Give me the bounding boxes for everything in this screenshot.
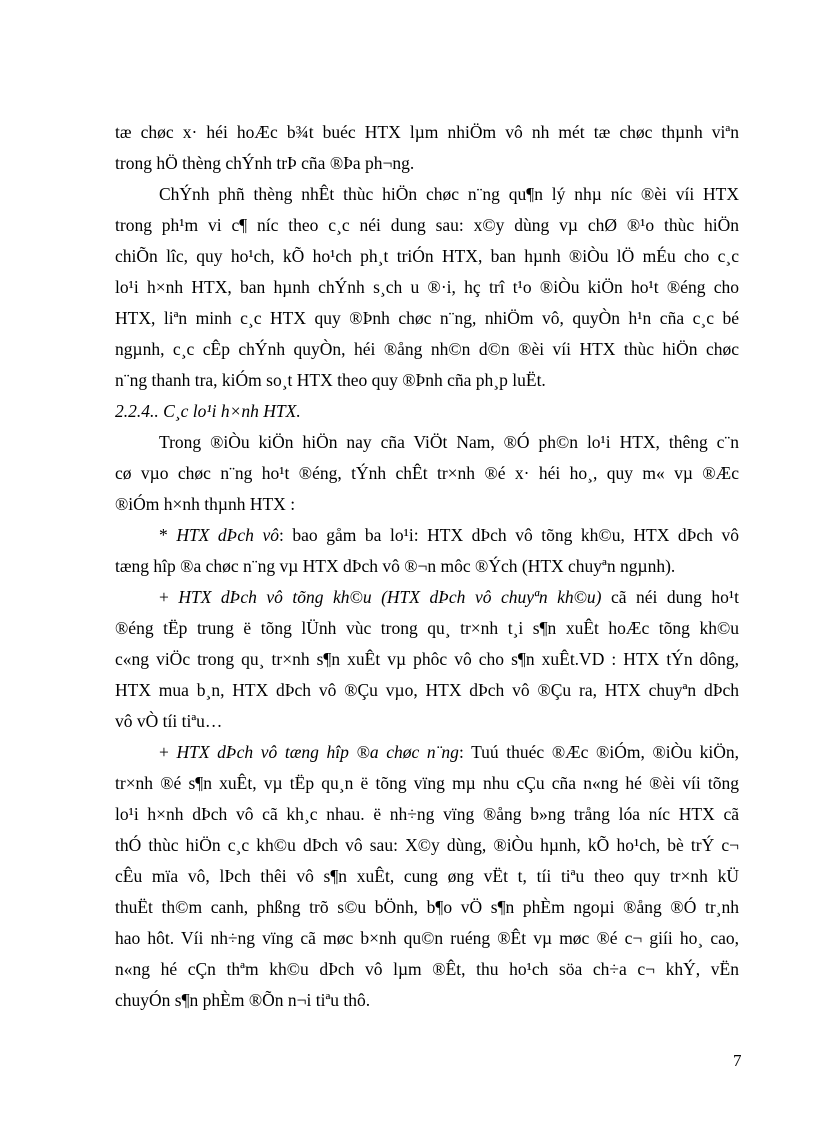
- text-line: [115, 396, 739, 427]
- text-line: [115, 861, 739, 892]
- text-line: [115, 613, 739, 644]
- text-segment: ChÝnh phñ thèng nhÊt thùc hiÖn chøc n¨ng qu¶n lý nhµ níc ®èi víi HTX: [159, 184, 739, 204]
- text-segment: trong ph¹m vi c¶ níc theo c¸c néi dung sau: x©y dùng vµ chØ ®¹o thùc hiÖn: [115, 215, 739, 235]
- text-segment: ®éng tËp trung ë tõng lÜnh vùc trong qu¸ tr×nh t¸i s¶n xuÊt hoÆc tõng kh©u: [115, 618, 739, 638]
- text-segment: : Tuú thuéc ®Æc ®iÓm, ®iÒu kiÖn,: [458, 742, 739, 762]
- text-segment: c«ng viÖc trong qu¸ tr×nh s¶n xuÊt vµ phôc vô cho s¶n xuÊt.VD : HTX tÝn dông,: [115, 649, 739, 669]
- text-line: [115, 179, 739, 210]
- text-line: [115, 737, 739, 768]
- text-segment: tæ chøc x· héi hoÆc b¾t buéc HTX lµm nhiÖm vô nh mét tæ chøc thµnh viªn: [115, 122, 739, 142]
- text-line: [115, 334, 739, 365]
- text-segment: tr×nh ®é s¶n xuÊt, vµ tËp qu¸n ë tõng vïng mµ nhu cÇu cña n«ng hé ®èi víi tõng: [115, 773, 739, 793]
- text-segment: trong hÖ thèng chÝnh trÞ cña ®Þa ph¬ng.: [115, 153, 415, 173]
- text-line: [115, 923, 739, 954]
- text-segment: HTX mua b¸n, HTX dÞch vô ®Çu vµo, HTX dÞch vô ®Çu ra, HTX chuyªn dÞch: [115, 680, 739, 700]
- italic-text: 2.2.4.. C¸c lo¹i h×nh HTX.: [115, 401, 301, 421]
- text-line: [115, 985, 739, 1016]
- text-line: [115, 675, 739, 706]
- text-segment: n¨ng thanh tra, kiÓm so¸t HTX theo quy ®Þnh cña ph¸p luËt.: [115, 370, 546, 390]
- text-line: [115, 954, 739, 985]
- text-segment: Trong ®iÒu kiÖn hiÖn nay cña ViÖt Nam, ®Ó ph©n lo¹i HTX, thêng c¨n: [159, 432, 739, 452]
- text-segment: vô vÒ tíi tiªu…: [115, 711, 223, 731]
- text-line: [115, 117, 739, 148]
- text-line: [115, 365, 739, 396]
- text-line: [115, 427, 739, 458]
- text-line: [115, 644, 739, 675]
- text-segment: chuyÓn s¶n phÈm ®Õn n¬i tiªu thô.: [115, 990, 371, 1010]
- text-line: [115, 582, 739, 613]
- text-segment: chiÕn lîc, quy ho¹ch, kÕ ho¹ch ph¸t triÓn HTX, ban hµnh ®iÒu lÖ mÉu cho c¸c: [115, 246, 739, 266]
- text-line: [115, 148, 739, 179]
- text-segment: lo¹i h×nh dÞch vô cã kh¸c nhau. ë nh÷ng vïng ®ång b»ng trång lóa níc HTX cã: [115, 804, 739, 824]
- text-segment: cã néi dung ho¹t: [601, 587, 739, 607]
- text-segment: HTX, liªn minh c¸c HTX quy ®Þnh chøc n¨ng, nhiÖm vô, quyÒn h¹n cña c¸c bé: [115, 308, 739, 328]
- text-line: [115, 241, 739, 272]
- text-line: [115, 210, 739, 241]
- text-segment: tæng hîp ®a chøc n¨ng vµ HTX dÞch vô ®¬n môc ®Ých (HTX chuyªn ngµnh).: [115, 556, 676, 576]
- document-body: [115, 117, 739, 1016]
- text-line: [115, 892, 739, 923]
- text-segment: ngµnh, c¸c cÊp chÝnh quyÒn, héi ®ång nh©n d©n ®èi víi HTX thùc hiÖn chøc: [115, 339, 739, 359]
- text-segment: lo¹i h×nh HTX, ban hµnh chÝnh s¸ch u ®·i, hç trî t¹o ®iÒu kiÖn ho¹t ®éng cho: [115, 277, 739, 297]
- text-segment: n«ng hé cÇn thªm kh©u dÞch vô lµm ®Êt, thu ho¹ch söa ch÷a c¬ khÝ, vËn: [115, 959, 739, 979]
- text-segment: thuËt th©m canh, phßng trõ s©u bÖnh, b¶o vÖ s¶n phÈm ngoµi ®ång ®Ó tr¸nh: [115, 897, 739, 917]
- italic-text: HTX dÞch vô tæng hîp ®a chøc n¨ng: [176, 742, 459, 762]
- text-segment: cø vµo chøc n¨ng ho¹t ®éng, tÝnh chÊt tr×nh ®é x· héi ho¸, quy m« vµ ®Æc: [115, 463, 739, 483]
- text-line: [115, 520, 739, 551]
- text-line: [115, 706, 739, 737]
- text-segment: +: [159, 742, 177, 762]
- text-line: [115, 272, 739, 303]
- text-line: [115, 303, 739, 334]
- italic-text: HTX dÞch vô: [176, 525, 279, 545]
- text-line: [115, 799, 739, 830]
- text-segment: cÊu mïa vô, lÞch thêi vô s¶n xuÊt, cung øng vËt t, tíi tiªu theo quy tr×nh kÜ: [115, 866, 739, 886]
- text-segment: thÓ thùc hiÖn c¸c kh©u dÞch vô sau: X©y dùng, ®iÒu hµnh, kÕ ho¹ch, bè trÝ c¬: [115, 835, 739, 855]
- text-segment: hao hôt. Víi nh÷ng vïng cã møc b×nh qu©n ruéng ®Êt vµ møc ®é c¬ giíi ho¸ cao,: [115, 928, 739, 948]
- text-line: [115, 489, 739, 520]
- text-line: [115, 830, 739, 861]
- page-number: 7: [733, 1051, 742, 1070]
- text-line: [115, 458, 739, 489]
- text-line: [115, 768, 739, 799]
- text-segment: ®iÓm h×nh thµnh HTX :: [115, 494, 296, 514]
- text-segment: +: [159, 587, 179, 607]
- italic-text: HTX dÞch vô tõng kh©u (HTX dÞch vô chuyªn kh©u): [178, 587, 602, 607]
- text-segment: *: [159, 525, 177, 545]
- text-line: [115, 551, 739, 582]
- text-segment: : bao gåm ba lo¹i: HTX dÞch vô tõng kh©u, HTX dÞch vô: [278, 525, 739, 545]
